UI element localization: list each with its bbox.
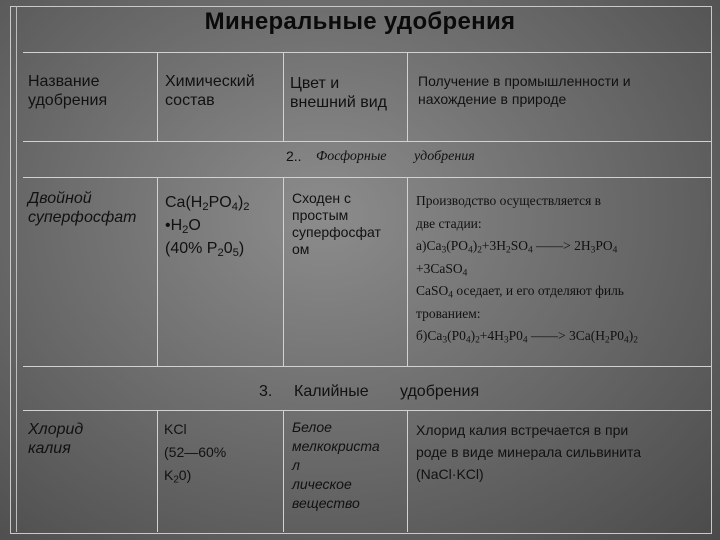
row1-production: Производство осуществляется в две стадии: $а)Ca_3(PO_4)_2+3H_2SO_4$ ——> $2H_3PO_4$ +3CaSO$_4$ CaSO$_4$ оседает, и его отделяют филь трованием: $б)Ca_3(P0_4)_2+4H_3P0_4$ ——> $3Ca(H_2P0_4)_2$ <box>416 190 638 348</box>
header-name: Название удобрения <box>28 73 108 109</box>
section2-number: 2.. <box>286 148 302 164</box>
reaction-a-cont: +3CaSO$_4$ <box>416 260 468 278</box>
col-divider-1c <box>157 411 158 532</box>
reaction-b: $б)Ca_3(P0_4)_2+4H_3P0_4$ ——> $3Ca(H_2P0_4)_2$ <box>416 328 638 346</box>
section3-word2: удобрения <box>400 383 480 400</box>
col-divider-3c <box>407 411 408 532</box>
section3-number: 3. <box>259 383 273 400</box>
section2-word2: удобрения <box>414 149 475 164</box>
header-bottom-border <box>23 141 711 142</box>
header-composition: Химический состав <box>165 73 255 109</box>
col-divider-2b <box>283 178 284 366</box>
row1-water: $•H_2O$ <box>165 217 201 236</box>
col-divider-1 <box>157 53 158 141</box>
section3-word1: Калийные <box>294 383 369 400</box>
col-divider-1b <box>157 178 158 366</box>
row1-formula: $Ca(H_2PO_4)_2$ <box>165 194 250 213</box>
row2-production: Хлорид калия встречается в при роде в виде минерала сильвинита (NaCl·KCl) <box>416 422 642 482</box>
col-divider-2 <box>283 53 284 141</box>
precipitate-line: CaSO$_4$ оседает, и его отделяют филь <box>416 283 624 301</box>
row2-name: Хлорид калия <box>28 421 84 457</box>
reaction-a: $а)Ca_3(PO_4)_2+3H_2SO_4$ ——> $2H_3PO_4$ <box>416 238 618 256</box>
col-divider-3 <box>407 53 408 141</box>
row1-bottom-border <box>23 366 711 367</box>
row2-color: Белое мелкокриста л лическое вещество <box>292 419 380 511</box>
section2-word1: Фосфорные <box>316 149 387 164</box>
section3-bottom-border <box>23 410 711 411</box>
section2-bottom-border <box>23 177 711 178</box>
header-color: Цвет и внешний вид <box>290 75 387 111</box>
header-production: Получение в промышленности и нахождение в природе <box>418 73 631 107</box>
row1-percent: (40% $P_20_5$) <box>165 240 245 259</box>
table-top-border <box>23 52 711 53</box>
col-divider-3b <box>407 178 408 366</box>
col-divider-2c <box>283 411 284 532</box>
page-title: Минеральные удобрения <box>204 8 516 35</box>
row1-composition <box>165 191 250 260</box>
row2-composition: KCl (52—60% $K_20$) <box>164 421 227 486</box>
row1-color: Сходен с простым суперфосфат ом <box>292 190 381 257</box>
row1-name: Двойной суперфосфат <box>28 190 137 226</box>
